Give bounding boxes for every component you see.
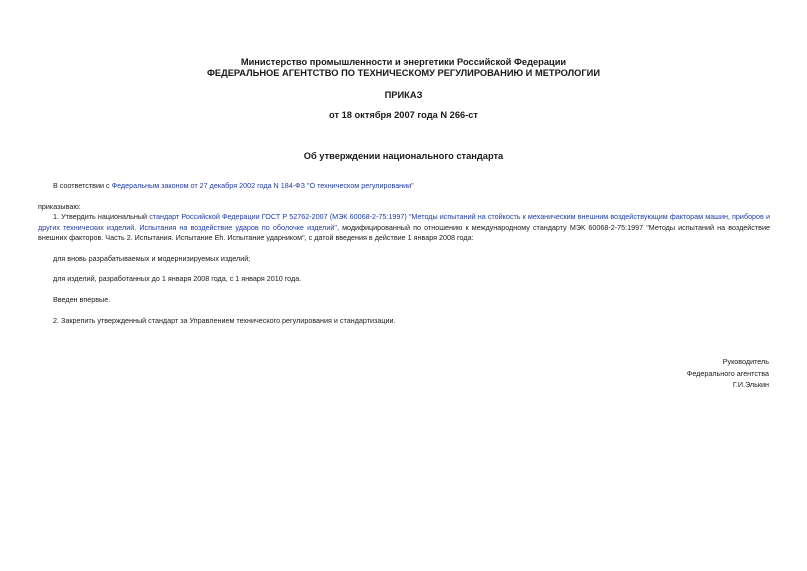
applicability-new-products: для вновь разрабатываемых и модернизируемых изделий; [53,254,251,263]
standard-link[interactable]: стандарт Российской Федерации ГОСТ Р 52762-2007 (МЭК 60068-2-75:1997) "Методы испытаний на стойкость к механическим внешним воздействующим факторам машин, приборов и других технических изделий. Испытания на воздействие ударов по оболочке изделий" [38,212,771,232]
item-1-paragraph [38,212,770,244]
preamble-paragraph [53,181,414,191]
document-date-number: от 18 октября 2007 года N 266-ст [329,110,478,120]
introduced-first-time: Введен впервые. [53,295,111,304]
item-2-paragraph: 2. Закрепить утвержденный стандарт за Управлением технического регулирования и стандартизации. [53,316,396,325]
item-1-prefix: 1. Утвердить национальный [53,212,150,221]
document-type: ПРИКАЗ [384,90,423,100]
signatory-title-line-1: Руководитель [722,357,769,366]
document-subject: Об утверждении национального стандарта [303,151,504,161]
agency-title: ФЕДЕРАЛЬНОЕ АГЕНТСТВО ПО ТЕХНИЧЕСКОМУ РЕГУЛИРОВАНИЮ И МЕТРОЛОГИИ [206,68,601,78]
preamble-prefix: В соответствии с [53,181,112,190]
signatory-name: Г.И.Элькин [732,380,769,389]
item-1-suffix: , модифицированный по отношению к международному стандарту МЭК 60068-2-75:1997 "Методы испытаний на воздействие внешних факторов. Часть 2. Испытания. Испытание Eh. Испытание ударником", с датой введения в действие 1 января 2008 года: [38,222,770,242]
ministry-title: Министерство промышленности и энергетики Российской Федерации [240,57,567,67]
signature-block [687,356,769,391]
applicability-existing-products: для изделий, разработанных до 1 января 2008 года, с 1 января 2010 года. [53,274,302,283]
order-word: приказываю: [38,202,81,211]
signatory-title-line-2: Федерального агентства [686,368,769,378]
federal-law-link[interactable]: Федеральным законом от 27 декабря 2002 года N 184-ФЗ "О техническом регулировании" [111,181,414,190]
